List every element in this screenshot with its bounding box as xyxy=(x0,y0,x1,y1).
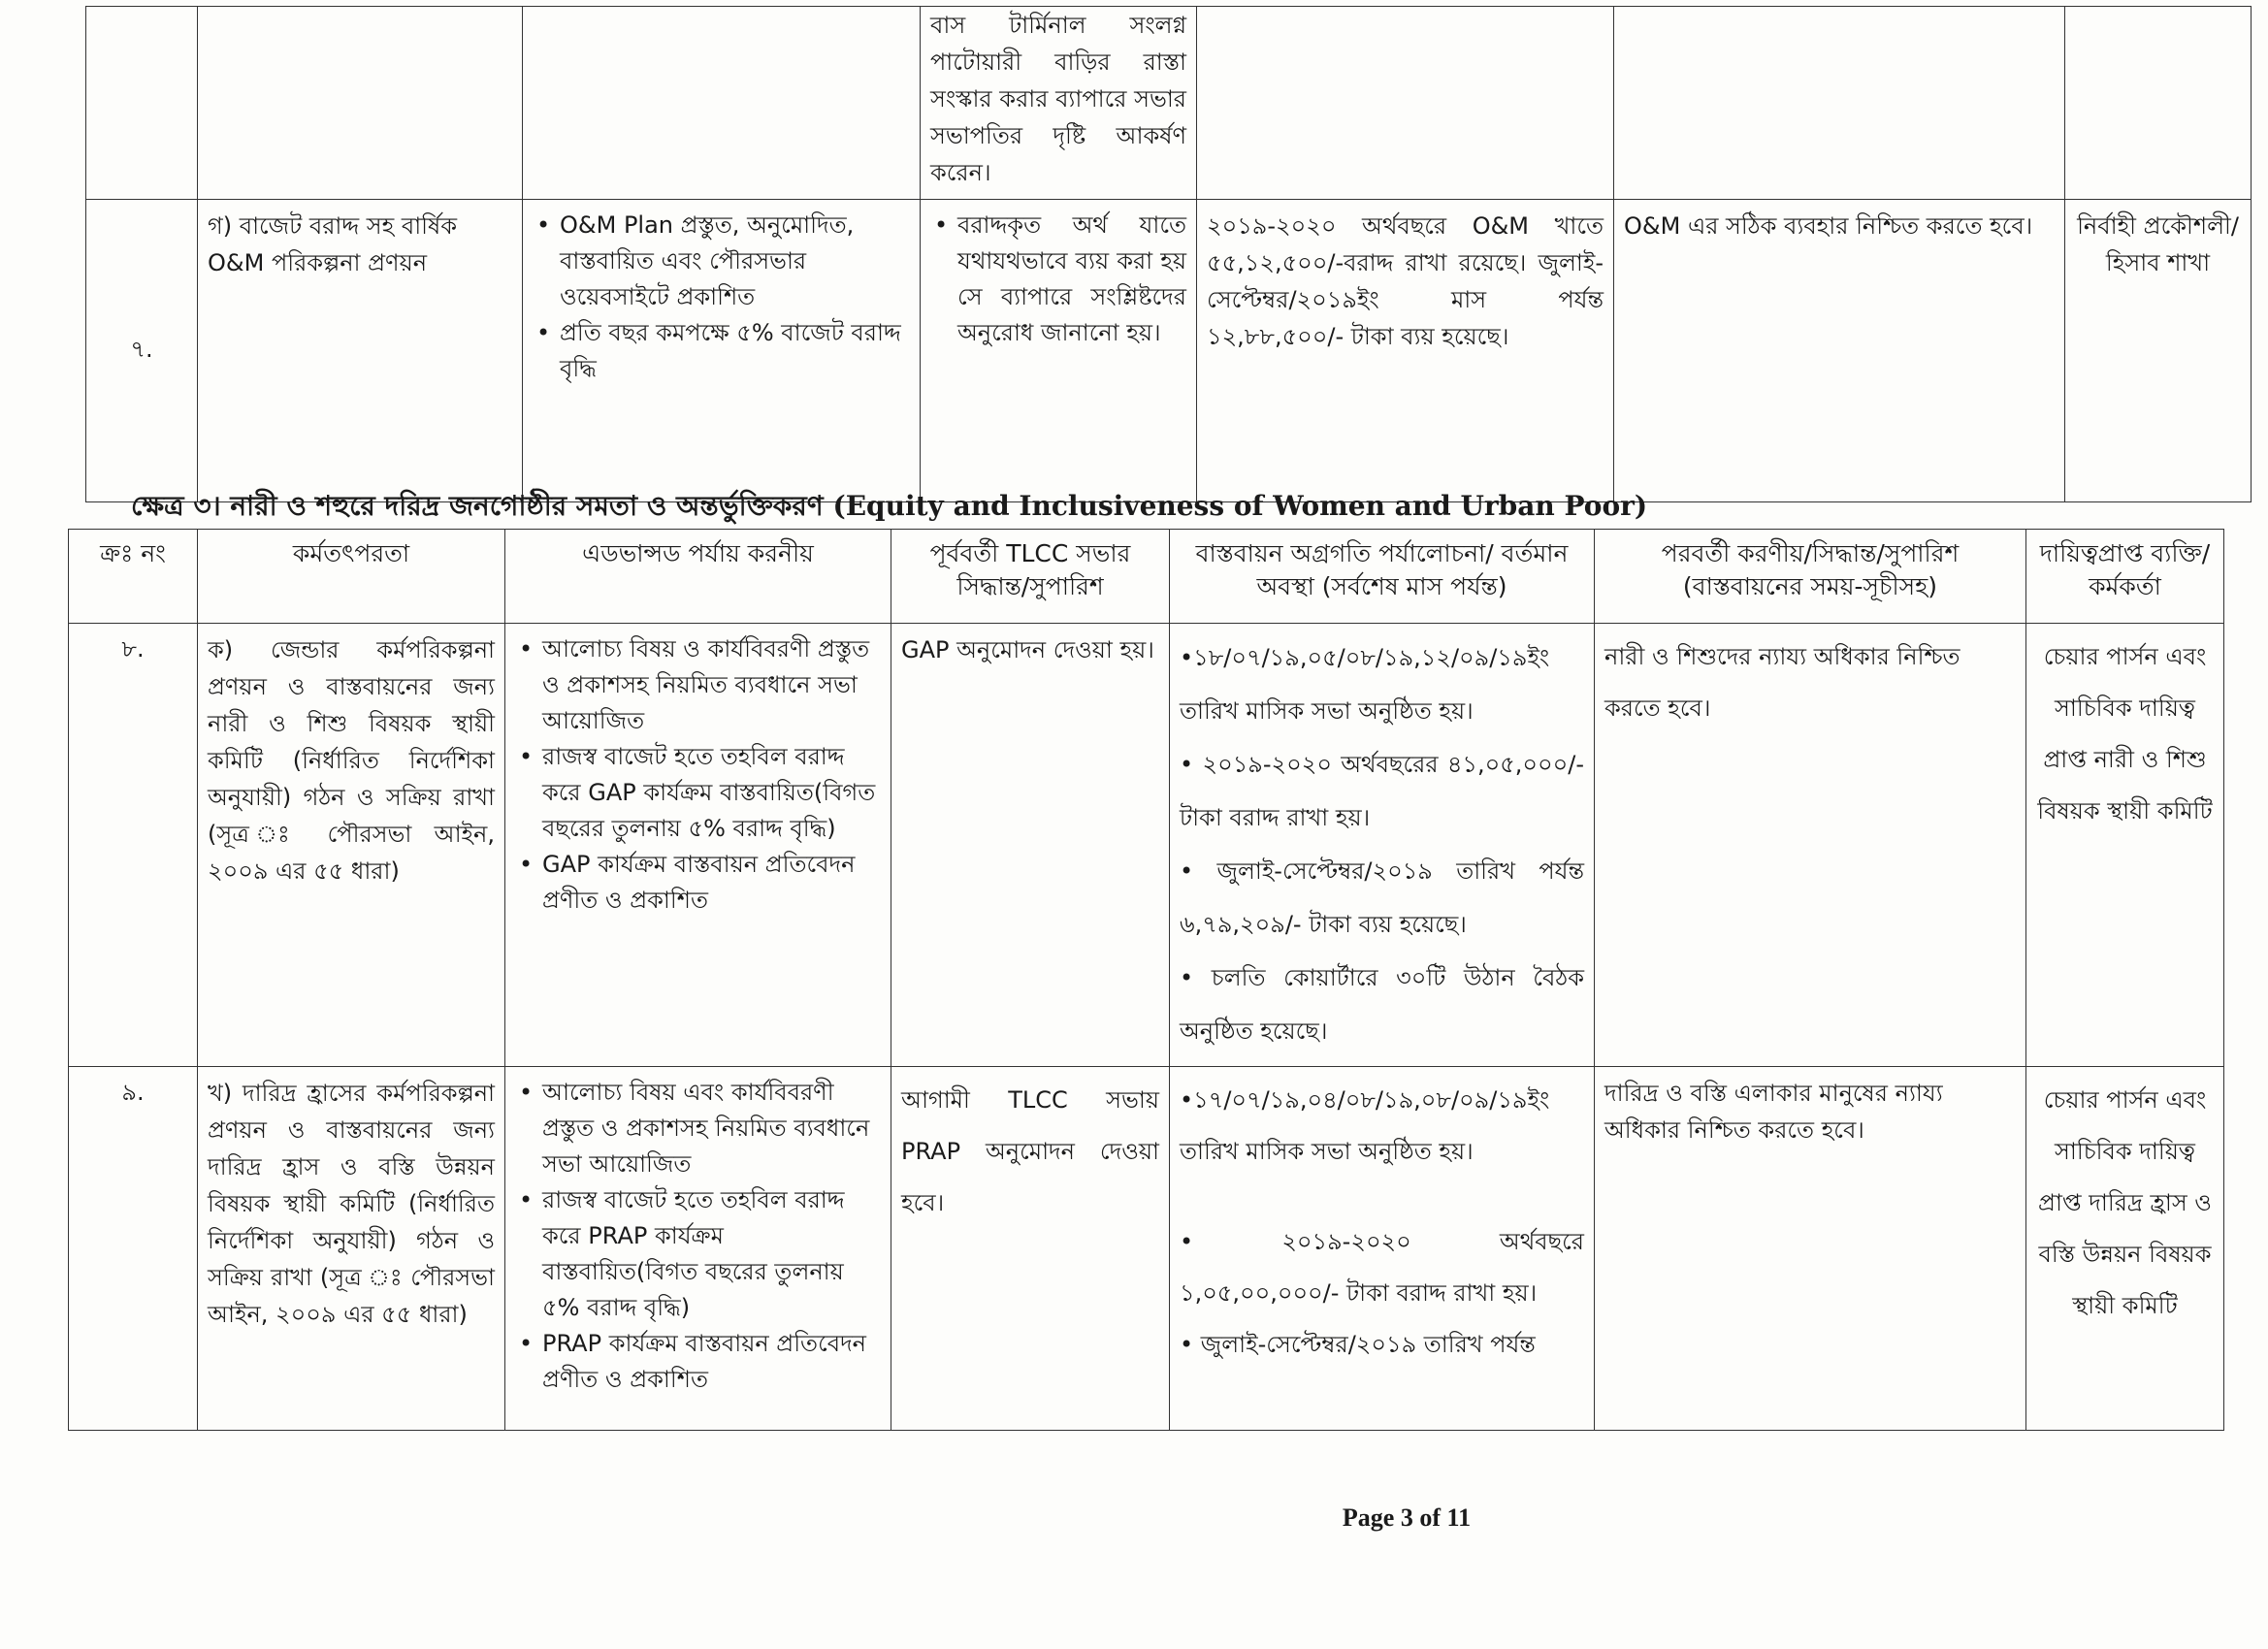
tlcc-cell xyxy=(921,200,1197,502)
responsible-cell xyxy=(2026,624,2224,1067)
progress-line: • চলতি কোয়ার্টারে ৩০টি উঠান বৈঠক অনুষ্ঠিত হয়েছে। xyxy=(1180,964,1584,1045)
responsible-text: নির্বাহী প্রকৌশলী/ হিসাব শাখা xyxy=(2077,212,2239,276)
next-cell xyxy=(1595,624,2026,1067)
responsible-text: চেয়ার পার্সন এবং সাচিবিক দায়িত্ব প্রাপ্ত দারিদ্র হ্রাস ও বস্তি উন্নয়ন বিষয়ক স্থায়ী কমিটি xyxy=(2038,1086,2212,1319)
activity-cell xyxy=(198,624,505,1067)
activity-cell xyxy=(198,200,523,502)
tlcc-text: আগামী TLCC সভায় PRAP অনুমোদন দেওয়া হবে। xyxy=(901,1086,1159,1216)
progress-cell xyxy=(1170,1067,1595,1431)
table-row xyxy=(69,1067,2224,1431)
page-number: Page 3 of 11 xyxy=(1342,1504,1472,1532)
sr-number: ৯. xyxy=(121,1079,145,1106)
activity-cell xyxy=(198,1067,505,1431)
responsible-cell xyxy=(2065,200,2252,502)
progress-line: •১৮/০৭/১৯,০৫/০৮/১৯,১২/০৯/১৯ইং তারিখ মাসিক সভা অনুষ্ঠিত হয়। xyxy=(1180,644,1550,725)
spacer xyxy=(1180,1178,1584,1216)
advanced-cell xyxy=(505,624,891,1067)
sr-cell xyxy=(69,1067,198,1431)
tlcc-cell xyxy=(921,7,1197,200)
list-item: • O&M Plan প্রস্তুত, অনুমোদিত, বাস্তবায়িত এবং পৌরসভার ওয়েবসাইটে প্রকাশিত xyxy=(560,208,910,315)
list-item: • রাজস্ব বাজেট হতে তহবিল বরাদ্দ করে GAP কার্যক্রম বাস্তবায়িত(বিগত বছরের তুলনায় ৫% বরাদ্দ বৃদ্ধি) xyxy=(542,739,881,847)
progress-cell xyxy=(1197,7,1614,200)
next-cell xyxy=(1614,200,2065,502)
advanced-cell xyxy=(523,200,921,502)
tlcc-text: বাস টার্মিনাল সংলগ্ন পাটোয়ারী বাড়ির রাস্তা সংস্কার করার ব্যাপারে সভার সভাপতির দৃষ্টি আকর্ষণ করেন। xyxy=(930,12,1186,186)
activity-text: খ) দারিদ্র হ্রাসের কর্মপরিকল্পনা প্রণয়ন ও বাস্তবায়নের জন্য দারিদ্র হ্রাস ও বস্তি উন্নয়ন বিষয়ক স্থায়ী কমিটি (নির্ধারিত নির্দেশিকা অনুযায়ী) গঠন ও সক্রিয় রাখা (সূত্র ঃ পৌরসভা আইন, ২০০৯ এর ৫৫ ধারা) xyxy=(208,1080,495,1328)
progress-line: • জুলাই-সেপ্টেম্বর/২০১৯ তারিখ পর্যন্ত ৬,৭৯,২০৯/- টাকা ব্যয় হয়েছে। xyxy=(1180,857,1584,938)
sr-cell xyxy=(69,624,198,1067)
list-item: • আলোচ্য বিষয় ও কার্যবিবরণী প্রস্তুত ও প্রকাশসহ নিয়মিত ব্যবধানে সভা আয়োজিত xyxy=(542,631,881,739)
activity-text: ক) জেন্ডার কর্মপরিকল্পনা প্রণয়ন ও বাস্তবায়নের জন্য নারী ও শিশু বিষয়ক স্থায়ী কমিটি (নির্ধারিত নির্দেশিকা অনুযায়ী) গঠন ও সক্রিয় রাখা (সূত্র ঃ পৌরসভা আইন, ২০০৯ এর ৫৫ ধারা) xyxy=(208,636,495,885)
responsible-cell xyxy=(2065,7,2252,200)
next-text: দারিদ্র ও বস্তি এলাকার মানুষের ন্যায্য অধিকার নিশ্চিত করতে হবে। xyxy=(1604,1080,1943,1144)
tlcc-cell xyxy=(891,1067,1170,1431)
section-heading: ক্ষেত্র ৩। নারী ও শহুরে দরিদ্র জনগোষ্ঠীর সমতা ও অন্তর্ভুক্তিকরণ (Equity and Inclusiveness of Women and Urban Poor) xyxy=(131,490,1648,522)
table-row xyxy=(69,624,2224,1067)
equity-table xyxy=(68,529,2224,1431)
list-item: • PRAP কার্যক্রম বাস্তবায়ন প্রতিবেদন প্রণীত ও প্রকাশিত xyxy=(542,1326,881,1398)
sr-number: ৮. xyxy=(121,635,145,663)
progress-line: • জুলাই-সেপ্টেম্বর/২০১৯ তারিখ পর্যন্ত xyxy=(1180,1331,1536,1358)
list-item: • বরাদ্দকৃত অর্থ যাতে যথাযথভাবে ব্যয় করা হয় সে ব্যাপারে সংশ্লিষ্টদের অনুরোধ জানানো হয়। xyxy=(957,208,1186,351)
header-responsible: দায়িত্বপ্রাপ্ত ব্যক্তি/কর্মকর্তা xyxy=(2026,530,2224,624)
responsible-text: চেয়ার পার্সন এবং সাচিবিক দায়িত্ব প্রাপ্ত নারী ও শিশু বিষয়ক স্থায়ী কমিটি xyxy=(2037,643,2213,824)
responsible-cell xyxy=(2026,1067,2224,1431)
tlcc-text: GAP অনুমোদন দেওয়া হয়। xyxy=(901,636,1154,663)
continuation-table xyxy=(85,6,2252,502)
header-activity: কর্মতৎপরতা xyxy=(198,530,505,624)
next-text: O&M এর সঠিক ব্যবহার নিশ্চিত করতে হবে। xyxy=(1624,212,2033,240)
activity-cell xyxy=(198,7,523,200)
progress-text: ২০১৯-২০২০ অর্থবছরে O&M খাতে ৫৫,১২,৫০০/-বরাদ্দ রাখা রয়েছে। জুলাই-সেপ্টেম্বর/২০১৯ইং মাস পর্যন্ত ১২,৮৮,৫০০/- টাকা ব্যয় হয়েছে। xyxy=(1207,212,1604,350)
advanced-cell xyxy=(505,1067,891,1431)
activity-text: গ) বাজেট বরাদ্দ সহ বার্ষিক O&M পরিকল্পনা প্রণয়ন xyxy=(208,212,458,276)
next-cell xyxy=(1595,1067,2026,1431)
header-progress: বাস্তবায়ন অগ্রগতি পর্যালোচনা/ বর্তমান অবস্থা (সর্বশেষ মাস পর্যন্ত) xyxy=(1170,530,1595,624)
progress-line: • ২০১৯-২০২০ অর্থবছরের ৪১,০৫,০০০/- টাকা বরাদ্দ রাখা হয়। xyxy=(1180,751,1584,831)
list-item: • GAP কার্যক্রম বাস্তবায়ন প্রতিবেদন প্রণীত ও প্রকাশিত xyxy=(542,847,881,919)
list-item: • রাজস্ব বাজেট হতে তহবিল বরাদ্দ করে PRAP কার্যক্রম বাস্তবায়িত(বিগত বছরের তুলনায় ৫% বরাদ্দ বৃদ্ধি) xyxy=(542,1182,881,1326)
sr-cell xyxy=(86,7,198,200)
header-tlcc: পূর্ববর্তী TLCC সভার সিদ্ধান্ত/সুপারিশ xyxy=(891,530,1170,624)
header-advanced: এডভান্সড পর্যায় করনীয় xyxy=(505,530,891,624)
advanced-cell xyxy=(523,7,921,200)
progress-cell xyxy=(1170,624,1595,1067)
progress-cell xyxy=(1197,200,1614,502)
sr-cell xyxy=(86,200,198,502)
progress-line: • ২০১৯-২০২০ অর্থবছরে ১,০৫,০০,০০০/- টাকা বরাদ্দ রাখা হয়। xyxy=(1180,1228,1584,1307)
progress-line: •১৭/০৭/১৯,০৪/০৮/১৯,০৮/০৯/১৯ইং তারিখ মাসিক সভা অনুষ্ঠিত হয়। xyxy=(1180,1086,1550,1165)
header-sr: ক্রঃ নং xyxy=(69,530,198,624)
sr-number: ৭. xyxy=(130,335,153,363)
table-row xyxy=(86,200,2252,502)
list-item: • প্রতি বছর কমপক্ষে ৫% বাজেট বরাদ্দ বৃদ্ধি xyxy=(560,315,910,387)
next-text: নারী ও শিশুদের ন্যায্য অধিকার নিশ্চিত করতে হবে। xyxy=(1604,643,1960,722)
table-row xyxy=(86,7,2252,200)
header-next: পরবর্তী করণীয়/সিদ্ধান্ত/সুপারিশ (বাস্তবায়নের সময়-সূচীসহ) xyxy=(1595,530,2026,624)
list-item: • আলোচ্য বিষয় এবং কার্যবিবরণী প্রস্তুত ও প্রকাশসহ নিয়মিত ব্যবধানে সভা আয়োজিত xyxy=(542,1075,881,1182)
table-header-row xyxy=(69,530,2224,624)
next-cell xyxy=(1614,7,2065,200)
tlcc-cell xyxy=(891,624,1170,1067)
